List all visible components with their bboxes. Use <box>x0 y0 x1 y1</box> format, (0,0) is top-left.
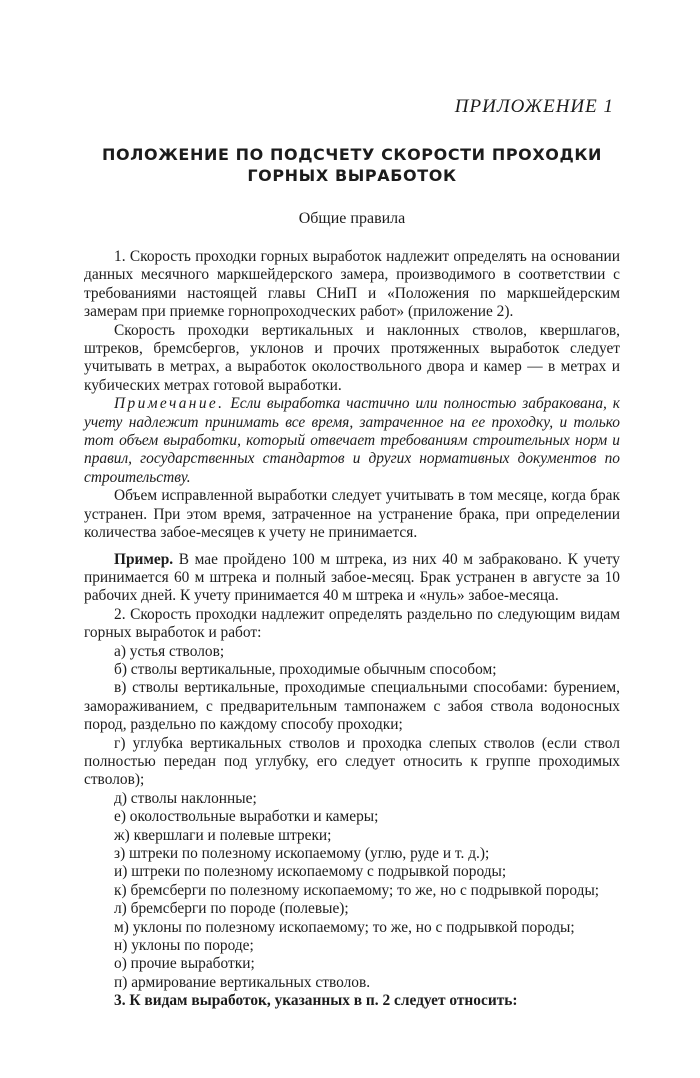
note-text: Если выработка частично или полностью забракована, к учету надлежит принимать все время, затраченное на ее проходку, и только тот объем выработки, который отвечает требованиям строительных норм и правил, государственных стандартов и других нормативных документов по строительству. <box>84 395 620 486</box>
appendix-label: ПРИЛОЖЕНИЕ 1 <box>454 96 614 117</box>
list-item: а) устья стволов; <box>114 642 225 660</box>
title-line-1: ПОЛОЖЕНИЕ ПО ПОДСЧЕТУ СКОРОСТИ ПРОХОДКИ <box>101 145 603 164</box>
list-item: з) штреки по полезному ископаемому (углю, руде и т. д.); <box>114 845 490 862</box>
list-item: о) прочие выработки; <box>114 955 255 973</box>
list-item: н) уклоны по породе; <box>114 937 254 955</box>
note-paragraph <box>84 395 620 487</box>
list-item: в) стволы вертикальные, проходимые специальными способами: бурением, замораживанием, с предварительным тампонажем с забоя ствола водоносных пород, раздельно по каждому способу проходки; <box>84 679 620 734</box>
paragraph-3: Объем исправленной выработки следует учитывать в том месяце, когда брак устранен. При этом время, затраченное на устранение брака, при определении количества забое-месяцев к учету не принимается. <box>84 487 620 542</box>
paragraph-5: 3. К видам выработок, указанных в п. 2 следует относить: <box>114 992 518 1010</box>
list-item: д) стволы наклонные; <box>114 789 257 807</box>
list-item: б) стволы вертикальные, проходимые обычным способом; <box>114 660 497 678</box>
example-label: Пример. <box>114 550 174 568</box>
list-item: ж) квершлаги и полевые штреки; <box>114 826 332 844</box>
example-text: В мае пройдено 100 м штрека, из них 40 м забраковано. К учету принимается 60 м штрека и полный забое-месяц. Брак устранен в августе за 10 рабочих дней. К учету принимается 40 м штрека и «нуль» забое-месяца. <box>84 550 620 605</box>
document-page <box>84 96 620 1011</box>
list-item: л) бремсберги по породе (полевые); <box>114 900 349 918</box>
list-items <box>84 643 620 993</box>
note-label: Примечание. <box>114 395 225 413</box>
list-item: п) армирование вертикальных стволов. <box>114 973 371 991</box>
list-item: и) штреки по полезному ископаемому с подрывкой породы; <box>114 863 507 881</box>
list-item: г) углубка вертикальных стволов и проходка слепых стволов (если ствол полностью передан под углубку, его следует относить к группе проходимых стволов); <box>84 734 620 789</box>
list-item: е) околоствольные выработки и камеры; <box>114 808 379 826</box>
paragraph-1: 1. Скорость проходки горных выработок надлежит определять на основании данных месячного маркшейдерского замера, производимого в соответствии с требованиями настоящей главы СНиП и «Положения по маркшейдерским замерам при приемке горнопроходческих работ» (приложение 2). <box>84 248 620 321</box>
paragraph-4: 2. Скорость проходки надлежит определять раздельно по следующим видам горных выработок и работ: <box>84 605 620 642</box>
document-title <box>84 144 620 186</box>
title-line-2: ГОРНЫХ ВЫРАБОТОК <box>247 166 457 185</box>
list-item: м) уклоны по полезному ископаемому; то же, но с подрывкой породы; <box>114 918 575 936</box>
paragraph-2: Скорость проходки вертикальных и наклонных стволов, квершлагов, штреков, бремсбергов, уклонов и прочих протяженных выработок следует учитывать в метрах, а выработок околоствольного двора и камер — в метрах и кубических метрах готовой выработки. <box>84 321 620 394</box>
example-paragraph <box>84 551 620 606</box>
section-subtitle: Общие правила <box>298 210 406 227</box>
list-item: к) бремсберги по полезному ископаемому; то же, но с подрывкой породы; <box>114 881 600 899</box>
